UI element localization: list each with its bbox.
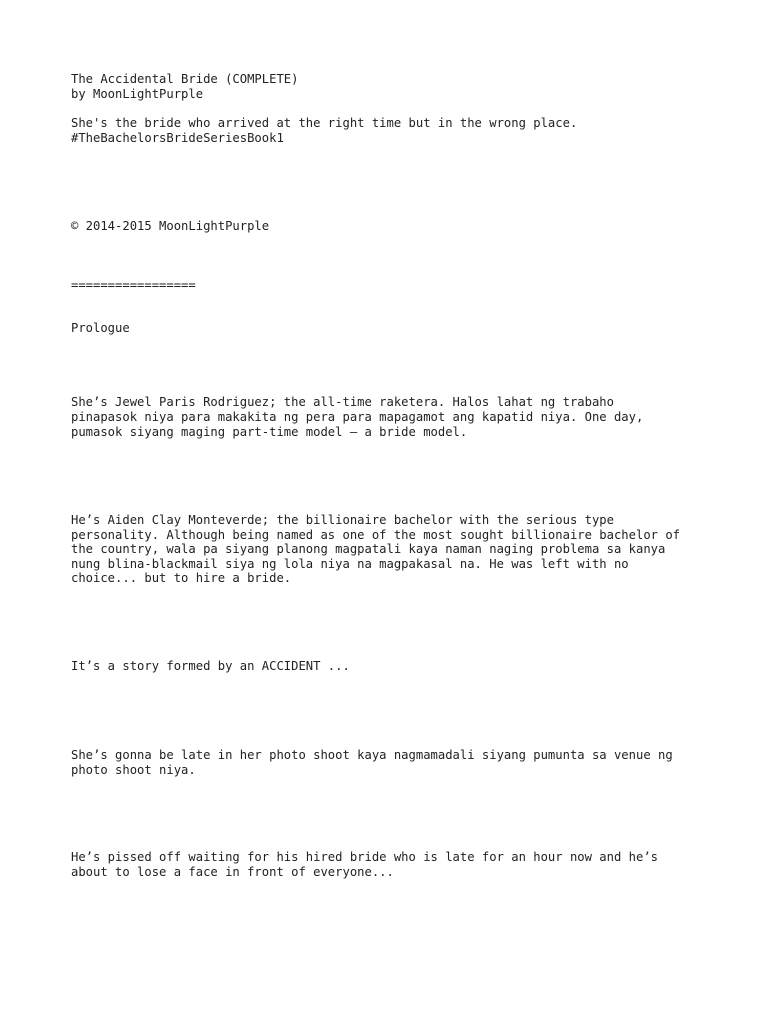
paragraph-line: pumasok siyang maging part-time model – a bride model. [71,425,468,439]
section-heading: Prologue [71,321,130,335]
book-title: The Accidental Bride (COMPLETE) [71,72,299,86]
series-hashtag: #TheBachelorsBrideSeriesBook1 [71,131,284,145]
paragraph-line: personality. Although being named as one of the most sought billionaire bachelor of [71,528,681,542]
paragraph-line: He’s pissed off waiting for his hired bride who is late for an hour now and he’s [71,850,658,864]
paragraph-line: pinapasok niya para makakita ng pera para mapagamot ang kapatid niya. One day, [71,410,644,424]
copyright-notice: © 2014-2015 MoonLightPurple [71,219,270,233]
paragraph-line: choice... but to hire a bride. [71,571,292,585]
author-line: by MoonLightPurple [71,87,204,101]
paragraph-line: She’s gonna be late in her photo shoot kaya nagmamadali siyang pumunta sa venue ng [71,748,673,762]
paragraph-line: the country, wala pa siyang planong magpatali kaya naman naging problema sa kanya [71,542,666,556]
section-separator: ================= [71,278,196,292]
paragraph-line: He’s Aiden Clay Monteverde; the billionaire bachelor with the serious type [71,513,614,527]
tagline: She's the bride who arrived at the right time but in the wrong place. [71,116,578,130]
paragraph-line: photo shoot niya. [71,763,196,777]
paragraph-line: She’s Jewel Paris Rodriguez; the all-time raketera. Halos lahat ng trabaho [71,395,614,409]
paragraph-line: about to lose a face in front of everyone... [71,865,394,879]
paragraph-line: nung blina-blackmail siya ng lola niya na magpakasal na. He was left with no [71,557,629,571]
paragraph-line: It’s a story formed by an ACCIDENT ... [71,659,350,673]
